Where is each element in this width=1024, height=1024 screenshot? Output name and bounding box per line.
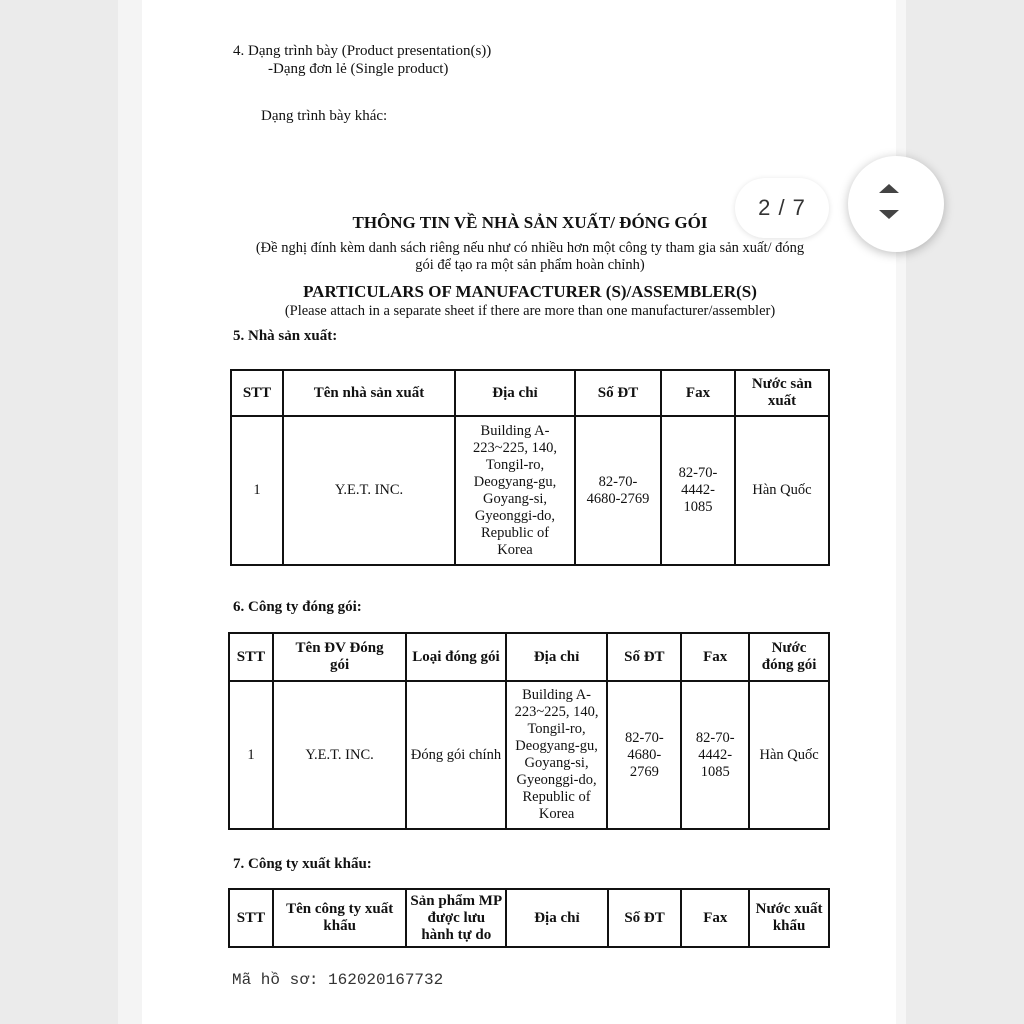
header-cell: Số ĐT [608,889,682,947]
header-cell: Tên ĐV Đóng gói [273,633,406,681]
header-cell: Số ĐT [575,370,661,416]
packager-table [228,632,830,830]
header-cell: Tên nhà sản xuất [283,370,455,416]
header-cell: Địa chỉ [455,370,575,416]
page-up-icon[interactable] [879,184,899,193]
cell-fax: 82-70-4442-1085 [661,416,735,565]
cell-phone: 82-70-4680-2769 [575,416,661,565]
table-row [231,416,829,565]
page-navigation-button[interactable] [848,156,944,252]
header-cell: STT [231,370,283,416]
sec7-label: 7. Công ty xuất khẩu: [233,856,372,872]
table-row [229,681,829,829]
manufacturer-table [230,369,830,566]
header-cell: Địa chỉ [506,633,608,681]
cell-phone: 82-70-4680-2769 [607,681,681,829]
header-cell: Nước xuất khẩu [749,889,829,947]
header-cell: Sản phẩm MP được lưu hành tự do [406,889,506,947]
header-cell: Fax [661,370,735,416]
vi-title: THÔNG TIN VỀ NHÀ SẢN XUẤT/ ĐÓNG GÓI [352,213,708,232]
en-title: PARTICULARS OF MANUFACTURER (S)/ASSEMBLER(S) [303,282,757,301]
cell-address: Building A-223~225, 140, Tongil-ro, Deogyang-gu, Goyang-si, Gyeonggi-do, Republic of Korea [455,416,575,565]
page-shadow-left [118,0,142,1024]
cell-address: Building A-223~225, 140, Tongil-ro, Deogyang-gu, Goyang-si, Gyeonggi-do, Republic of Korea [506,681,608,829]
sec5-label: 5. Nhà sản xuất: [233,328,338,344]
header-cell: Fax [681,633,749,681]
header-cell: Tên công ty xuất khẩu [273,889,407,947]
cell-name: Y.E.T. INC. [273,681,406,829]
exporter-table [228,888,830,948]
cell-country: Hàn Quốc [749,681,829,829]
cell-country: Hàn Quốc [735,416,829,565]
header-cell: Địa chỉ [506,889,608,947]
sec4-line3: Dạng trình bày khác: [261,108,388,124]
page-down-icon[interactable] [879,210,899,219]
table-header-row [229,633,829,681]
cell-type: Đóng gói chính [406,681,505,829]
record-code: Mã hồ sơ: 162020167732 [232,971,444,989]
vi-note-line2: gói để tạo ra một sản phẩm hoàn chỉnh) [415,257,645,273]
en-note: (Please attach in a separate sheet if there are more than one manufacturer/assembler) [284,303,776,319]
header-cell: STT [229,633,273,681]
header-cell: STT [229,889,273,947]
cell-fax: 82-70-4442-1085 [681,681,749,829]
page-shadow-right [896,0,906,1024]
sec4-line1: 4. Dạng trình bày (Product presentation(s)) [233,43,492,59]
sec6-label: 6. Công ty đóng gói: [233,599,362,615]
header-cell: Nước đóng gói [749,633,829,681]
cell-name: Y.E.T. INC. [283,416,455,565]
page-indicator: 2 / 7 [735,178,829,238]
header-cell: Nước sản xuất [735,370,829,416]
header-cell: Fax [681,889,749,947]
table-header-row [231,370,829,416]
viewer-background-left [0,0,118,1024]
cell-stt: 1 [231,416,283,565]
header-cell: Loại đóng gói [406,633,505,681]
table-header-row [229,889,829,947]
vi-note-line1: (Đề nghị đính kèm danh sách riêng nếu như có nhiều hơn một công ty tham gia sản xuất/ đóng [255,240,805,256]
viewer-background-right [906,0,1024,1024]
cell-stt: 1 [229,681,273,829]
sec4-line2: -Dạng đơn lẻ (Single product) [268,61,449,77]
header-cell: Số ĐT [607,633,681,681]
